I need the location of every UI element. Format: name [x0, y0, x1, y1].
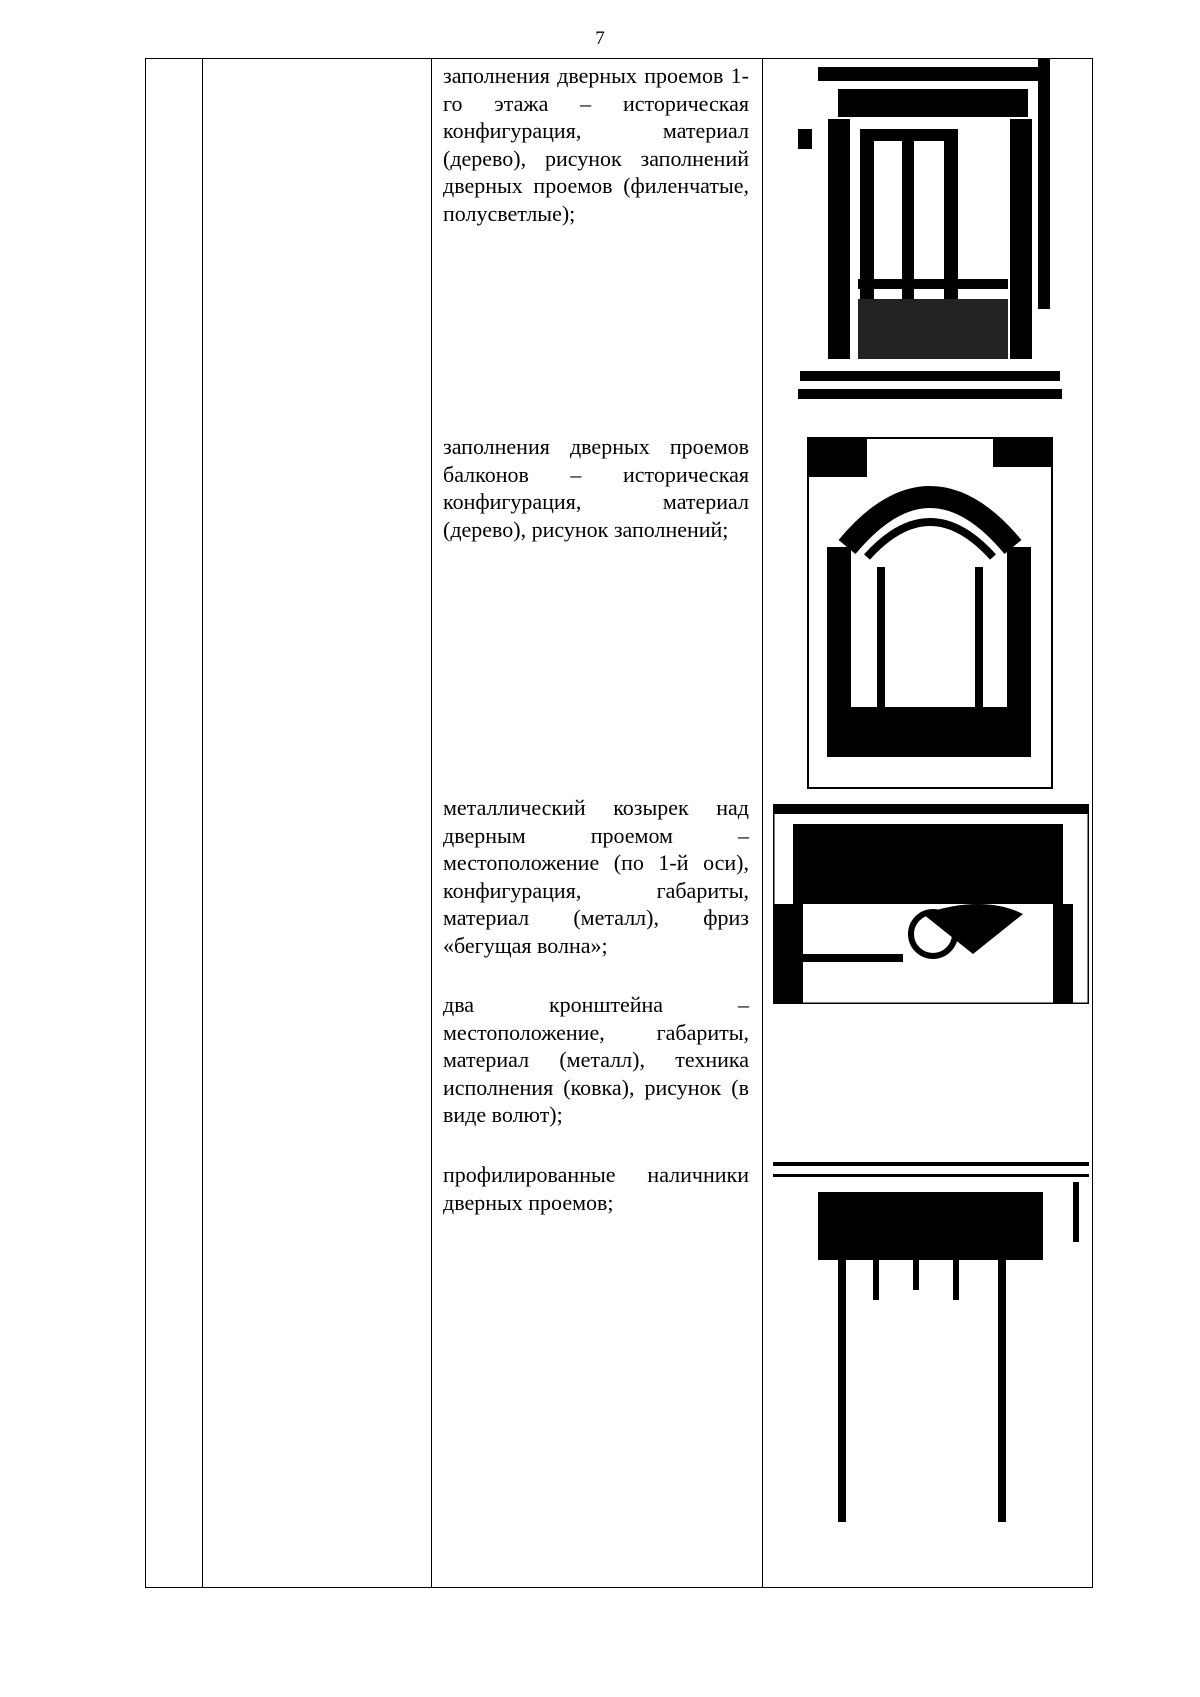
- photo-door-casing: [773, 1162, 1089, 1532]
- entry-balcony-door-fillings: заполнения дверных проемов балконов – историческая конфигурация, материал (дерево), рисунок заполнений;: [443, 434, 749, 542]
- entry-two-brackets: два кронштейна – местоположение, габариты, материал (металл), техника исполнения (ковка), рисунок (в виде волют);: [443, 992, 749, 1127]
- photo-metal-canopy: [773, 804, 1089, 1004]
- entry-door-fillings-first-floor: заполнения дверных проемов 1-го этажа – историческая конфигурация, материал (дерево), рисунок заполнений дверных проемов (филенчатые, полусветлые);: [443, 63, 749, 226]
- column-divider: [431, 59, 432, 1587]
- photo-balcony-door: [807, 437, 1053, 789]
- page-number: 7: [595, 28, 605, 49]
- entry-door-casings: профилированные наличники дверных проемов;: [443, 1162, 749, 1215]
- column-divider: [202, 59, 203, 1587]
- table: [145, 58, 1093, 1588]
- entry-metal-canopy: металлический козырек над дверным проемом – местоположение (по 1-й оси), конфигурация, габариты, материал (металл), фриз «бегущая волна»;: [443, 795, 749, 958]
- column-divider: [762, 59, 763, 1587]
- photo-first-floor-door: [798, 59, 1062, 399]
